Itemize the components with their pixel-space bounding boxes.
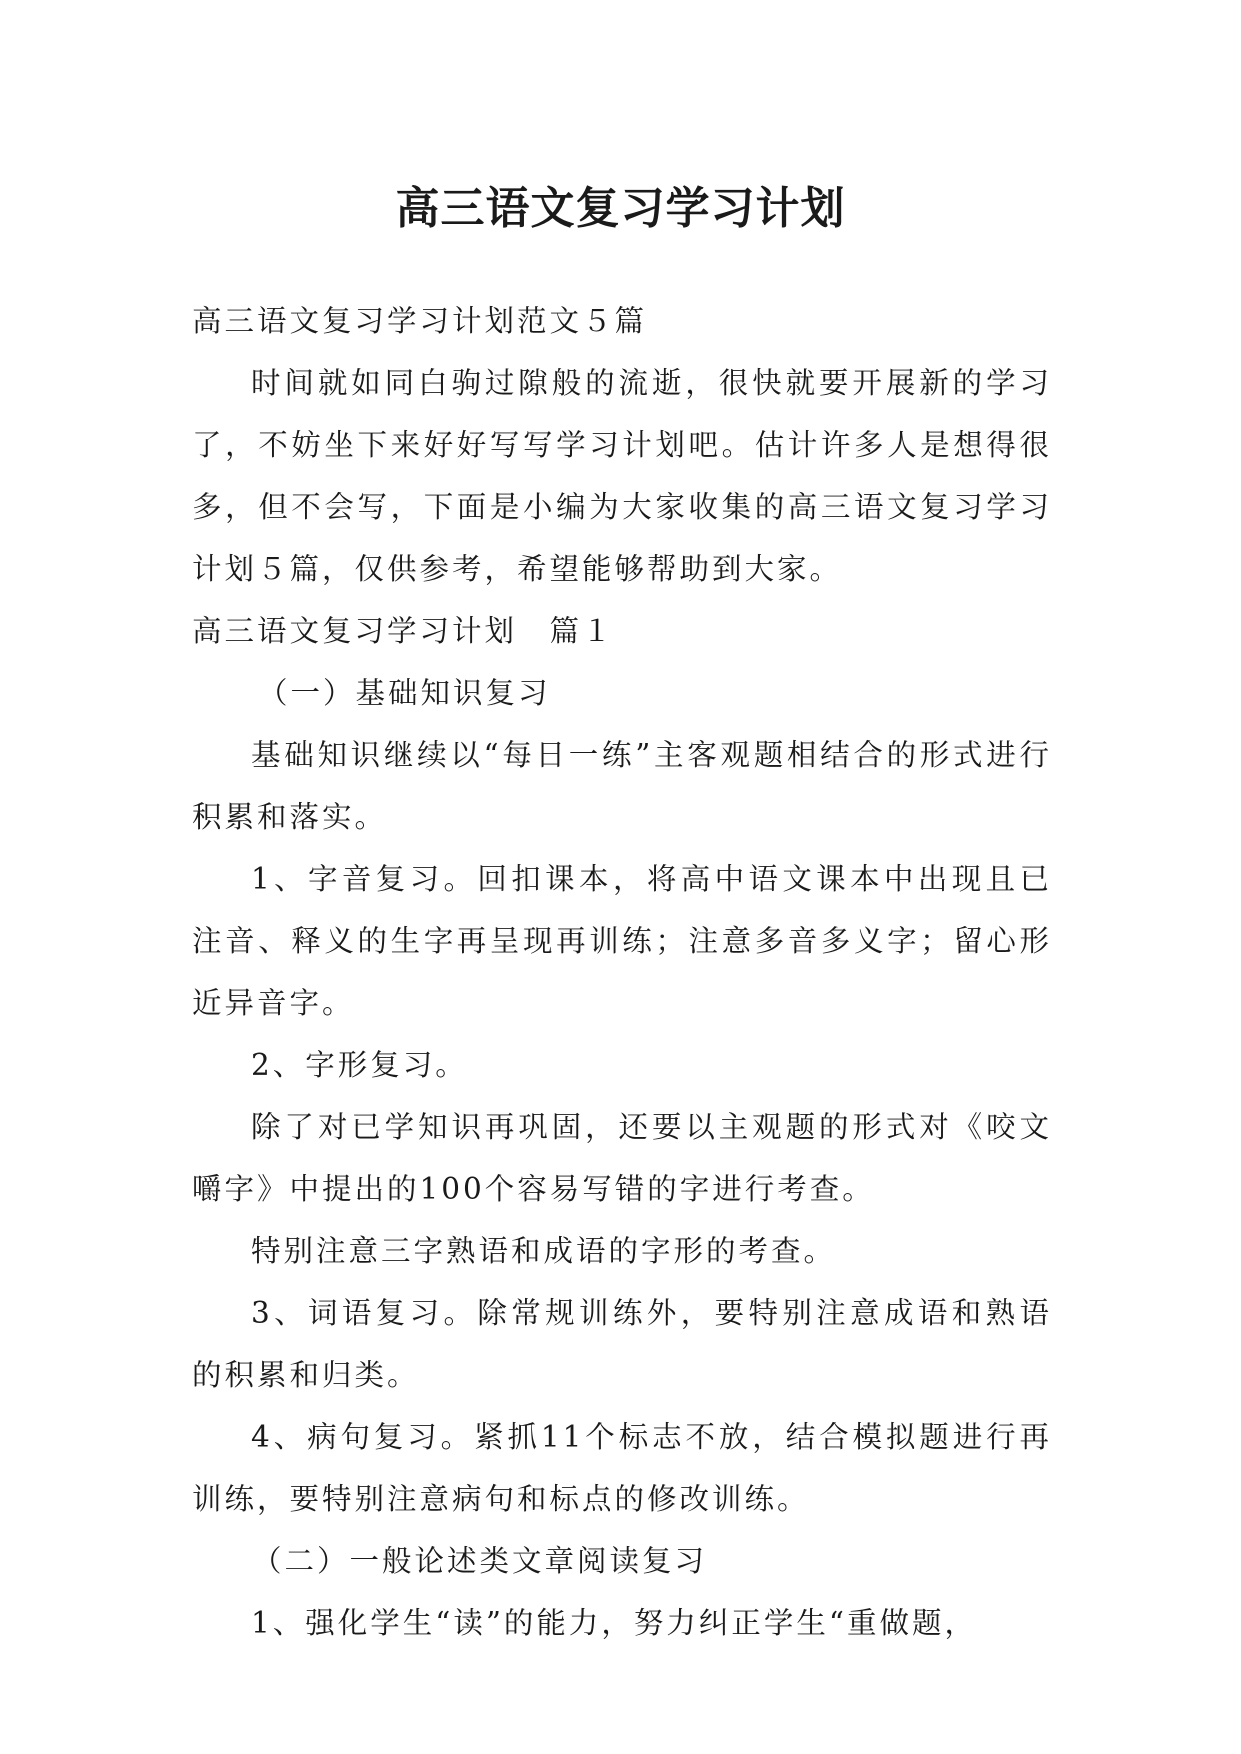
body-paragraph: 除了对已学知识再巩固，还要以主观题的形式对《咬文嚼字》中提出的100个容易写错的字进行考查。 <box>192 1110 1052 1206</box>
body-paragraph: 1、强化学生“读”的能力，努力纠正学生“重做题， <box>251 1606 978 1640</box>
section-heading: 高三语文复习学习计划 篇１ <box>192 614 615 648</box>
document-subtitle: 高三语文复习学习计划范文５篇 <box>192 304 648 338</box>
body-paragraph: 4、病句复习。紧抓11个标志不放，结合模拟题进行再训练，要特别注意病句和标点的修改训练。 <box>192 1420 1052 1516</box>
body-paragraph: 2、字形复习。 <box>251 1048 468 1082</box>
subsection-heading-argumentative-reading: （二）一般论述类文章阅读复习 <box>252 1544 708 1578</box>
document-body <box>192 290 1052 1654</box>
intro-paragraph: 时间就如同白驹过隙般的流逝，很快就要开展新的学习了，不妨坐下来好好写写学习计划吧。估计许多人是想得很多，但不会写，下面是小编为大家收集的高三语文复习学习计划５篇，仅供参考，希望能够帮助到大家。 <box>192 366 1052 586</box>
body-paragraph: 特别注意三字熟语和成语的字形的考查。 <box>251 1234 837 1268</box>
subsection-heading-basic-knowledge: （一）基础知识复习 <box>258 676 551 710</box>
body-paragraph: 3、词语复习。除常规训练外，要特别注意成语和熟语的积累和归类。 <box>192 1296 1052 1392</box>
body-paragraph: 基础知识继续以“每日一练”主客观题相结合的形式进行积累和落实。 <box>192 738 1052 834</box>
document-title: 高三语文复习学习计划 <box>395 183 846 235</box>
body-paragraph: 1、字音复习。回扣课本，将高中语文课本中出现且已注音、释义的生字再呈现再训练；注意多音多义字；留心形近异音字。 <box>192 862 1052 1020</box>
